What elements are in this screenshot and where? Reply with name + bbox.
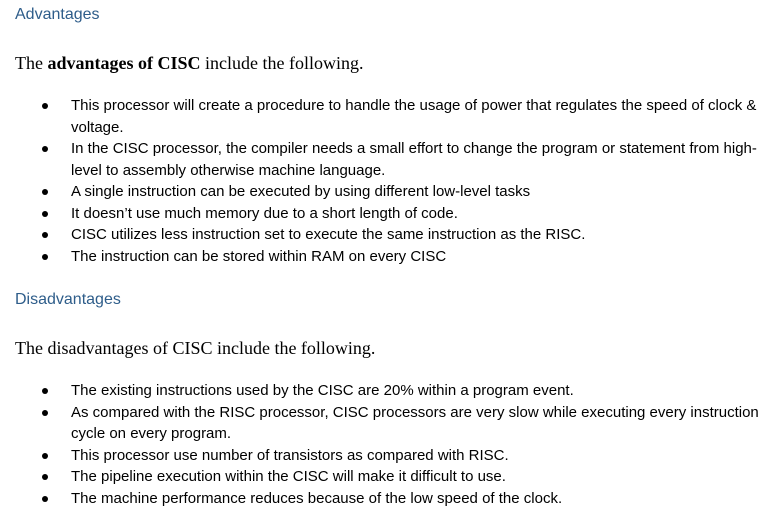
advantages-intro-bold: advantages of CISC: [47, 53, 201, 73]
list-item: [0, 95, 773, 138]
list-item: [0, 246, 773, 268]
list-item-text: A single instruction can be executed by using different low-level tasks: [71, 183, 531, 200]
list-item-text: CISC utilizes less instruction set to execute the same instruction as the RISC.: [71, 226, 586, 243]
list-item: [0, 488, 773, 510]
disadvantages-heading: Disadvantages: [15, 291, 121, 308]
disadvantages-intro: The disadvantages of CISC include the following.: [15, 338, 376, 358]
bullet-icon: [42, 254, 48, 260]
bullet-icon: [42, 211, 48, 217]
list-item: [0, 224, 773, 246]
advantages-intro-pre: The: [15, 53, 48, 73]
list-item-text: The machine performance reduces because of the low speed of the clock.: [71, 489, 563, 507]
advantages-heading: Advantages: [15, 6, 100, 23]
bullet-icon: [42, 232, 48, 238]
list-item: [0, 380, 773, 402]
list-item-text: It doesn’t use much memory due to a short length of code.: [71, 204, 458, 222]
bullet-icon: [42, 474, 48, 480]
bullet-icon: [42, 146, 48, 152]
advantages-intro: [15, 52, 363, 74]
list-item: [0, 203, 773, 225]
list-item-text: The instruction can be stored within RAM on every CISC: [71, 247, 447, 265]
list-item-text: The existing instructions used by the CISC are 20% within a program event.: [71, 382, 574, 399]
bullet-icon: [42, 496, 48, 502]
list-item-text: As compared with the RISC processor, CISC processors are very slow while executing every instruction cycle on every program.: [71, 403, 759, 442]
list-item: [0, 466, 773, 488]
advantages-list: [0, 95, 773, 267]
bullet-icon: [42, 410, 48, 416]
bullet-icon: [42, 453, 48, 459]
list-item-text: This processor use number of transistors as compared with RISC.: [71, 446, 509, 464]
bullet-icon: [42, 103, 48, 109]
advantages-intro-post: include the following.: [200, 53, 364, 73]
list-item: [0, 181, 773, 203]
list-item-text: In the CISC processor, the compiler needs a small effort to change the program or statement from high-level to assembly otherwise machine language.: [71, 140, 757, 179]
bullet-icon: [42, 189, 48, 195]
list-item: [0, 138, 773, 181]
disadvantages-list: [0, 380, 773, 509]
list-item: [0, 445, 773, 467]
list-item-text: The pipeline execution within the CISC will make it difficult to use.: [71, 468, 506, 485]
bullet-icon: [42, 388, 48, 394]
list-item: [0, 402, 773, 445]
list-item-text: This processor will create a procedure to handle the usage of power that regulates the speed of clock & voltage.: [71, 97, 757, 136]
